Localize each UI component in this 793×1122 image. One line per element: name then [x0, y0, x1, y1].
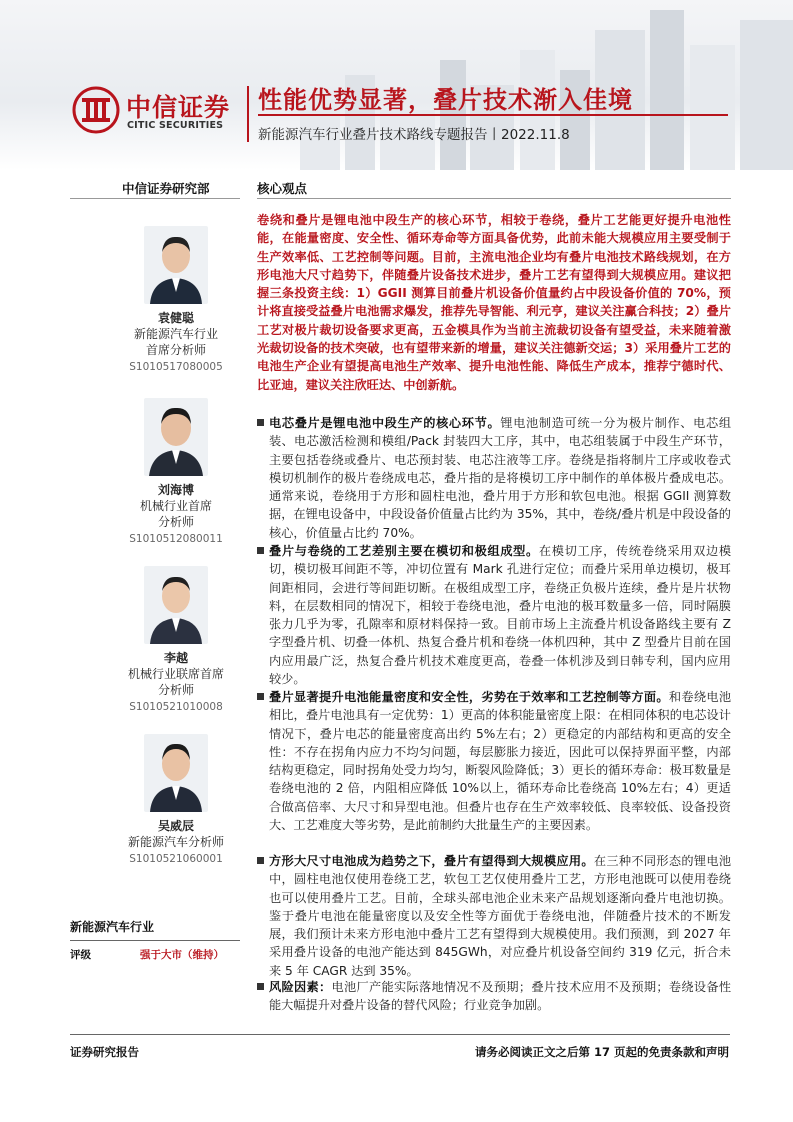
analyst-role: 新能源汽车行业	[133, 327, 218, 341]
core-views-heading: 核心观点	[257, 181, 308, 196]
analyst-photo	[144, 566, 208, 644]
key-point-lead: 方形大尺寸电池成为趋势之下，叠片有望得到大规模应用。	[269, 854, 594, 868]
risk-factors	[257, 978, 731, 1015]
analyst-role: 分析师	[157, 515, 194, 529]
analyst-card	[96, 566, 256, 716]
footer-disclaimer: 请务必阅读正文之后第 17 页起的免责条款和声明	[474, 1045, 729, 1059]
key-point-body: 在模切工序，传统卷绕采用双边模切，模切极耳间距不等，冲切位置有 Mark 孔进行定位；而叠片采用单边模切，极耳间距相同，会进行等间距切断。在极组成型工序，卷绕正负极片连续，叠片是片状物料，在层数相同的情况下，相较于卷绕电池，叠片电池的极耳数量多一倍，同时隔膜张力几乎为零，孔隙率和原材料保持一致。目前市场上主流叠片机设备路线主要有 Z 字型叠片机、切叠一体机、热复合叠片机和卷绕一体机四种，其中 Z 型叠片目前在国内应用最广泛，热复合叠片机技术难度更高，卷叠一体机涉及到日韩专利，国内应用较少。	[269, 544, 732, 687]
rating-label: 评级	[70, 949, 91, 961]
rating-value: 强于大市（维持）	[140, 949, 224, 961]
rating-row	[70, 947, 240, 962]
analyst-role: 分析师	[157, 683, 194, 697]
analyst-role: 新能源汽车分析师	[127, 835, 224, 849]
analyst-license-code: S1010521010008	[129, 701, 223, 713]
skyline-building	[740, 20, 793, 170]
report-subtitle: 新能源汽车行业叠片技术路线专题报告丨2022.11.8	[258, 127, 570, 143]
footer-rule	[70, 1034, 730, 1035]
analyst-card	[96, 226, 256, 376]
key-point	[257, 414, 731, 542]
analyst-photo	[144, 734, 208, 812]
analyst-name: 李越	[163, 651, 188, 665]
title-divider	[247, 86, 249, 142]
analyst-license-code: S1010521060001	[129, 853, 223, 865]
left-heading-rule	[70, 198, 240, 199]
key-point	[257, 542, 731, 688]
research-dept-heading: 中信证券研究部	[122, 181, 210, 196]
analyst-name: 吴威辰	[157, 819, 194, 833]
analyst-role: 首席分析师	[145, 343, 206, 357]
key-point-body: 在三种不同形态的锂电池中，圆柱电池仅使用卷绕工艺，软包工艺仅使用叠片工艺，方形电池既可以使用卷绕也可以使用叠片工艺。目前，全球头部电池企业未来产品规划逐渐向叠片电池切换。鉴于叠片电池在能量密度以及安全性等方面优于卷绕电池，伴随叠片技术的不断发展，我们预计未来方形电池中叠片工艺有望得到大规模使用。我们预测，到 2027 年采用叠片设备的电池产能达到 845GWh，对应叠片机设备空间约 319 亿元，折合未来 5 年 CAGR 达到 35%。	[269, 854, 732, 978]
analyst-name: 袁健聪	[157, 311, 194, 325]
key-point-lead: 电芯叠片是锂电池中段生产的核心环节。	[269, 416, 501, 430]
key-point-lead: 叠片显著提升电池能量密度和安全性，劣势在于效率和工艺控制等方面。	[269, 690, 669, 704]
analyst-license-code: S1010512080011	[129, 533, 223, 545]
citic-logo	[72, 82, 242, 140]
header-banner	[0, 0, 793, 170]
key-point-body: 和卷绕电池相比，叠片电池具有一定优势：1）更高的体积能量密度上限：在相同体积的电芯设计情况下，叠片电芯的能量密度高出约 5%左右；2）更稳定的内部结构和更高的安全性：不存在拐角内应力不均匀问题，每层膨胀力接近，因此可以保持界面平整，内部结构更稳定，同时拐角处受力均匀，断裂风险降低；3）更长的循环寿命：极耳数量是卷绕电池的 2 倍，内阻相应降低 10%以上，循环寿命比卷绕高 10%左右；4）更适合做高倍率、大尺寸和异型电池。但叠片也存在生产效率较低、良率较低、设备投资大、工艺难度大等劣势，是此前制约大批量生产的主要因素。	[269, 690, 732, 833]
sector-rating	[70, 918, 240, 962]
main-heading-rule	[257, 198, 731, 199]
analyst-card	[96, 398, 256, 548]
analyst-card	[96, 734, 256, 868]
risk-factors-lead: 风险因素：	[269, 980, 332, 994]
analyst-role: 机械行业联席首席	[127, 667, 224, 681]
key-point-body: 锂电池制造可统一分为极片制作、电芯组装、电芯激活检测和模组/Pack 封装四大工序，其中，电芯组装属于中段生产环节，主要包括卷绕或叠片、电芯预封装、电芯注液等工序。卷绕是指将制片工序或收卷式模切机制作的极片卷绕成电芯，叠片指的是将模切工序中制作的单体极片叠成电芯。通常来说，卷绕用于方形和圆柱电池，叠片用于方形和软包电池。根据 GGII 测算数据，在锂电设备中，中段设备价值量占比约为 35%，其中，卷绕/叠片机是中段设备的核心，价值量占比约 70%。	[269, 416, 732, 540]
key-point	[257, 688, 731, 834]
analyst-name: 刘海博	[157, 483, 194, 497]
risk-factors-body: 电池厂产能实际落地情况不及预期；叠片技术应用不及预期；卷绕设备性能大幅提升对叠片设备的替代风险；行业竞争加剧。	[269, 980, 732, 1013]
citic-logo-icon	[72, 86, 120, 134]
analyst-photo	[144, 398, 208, 476]
sector-title: 新能源汽车行业	[70, 920, 155, 934]
report-title: 性能优势显著，叠片技术渐入佳境	[258, 86, 633, 114]
skyline-building	[650, 10, 684, 170]
logo-text-cn: 中信证券	[126, 93, 231, 122]
title-underline	[258, 114, 728, 116]
key-point	[257, 852, 731, 980]
core-summary: 卷绕和叠片是锂电池中段生产的核心环节，相较于卷绕，叠片工艺能更好提升电池性能，在能量密度、安全性、循环寿命等方面具备优势，此前未能大规模应用主要受制于生产效率低、工艺控制等问题。目前，主流电池企业均有叠片电池技术路线规划，在方形电池大尺寸趋势下，伴随叠片设备技术进步，叠片工艺有望得到大规模应用。建议把握三条投资主线：1）GGII 测算目前叠片机设备价值量约占中段设备价值的 70%，预计将直接受益叠片电池需求爆发，推荐先导智能、利元亨，建议关注赢合科技；2）叠片工艺对极片裁切设备要求更高，五金模具作为当前主流裁切设备有望受益，未来随着激光裁切设备的技术突破，也有望带来新的增量，建议关注德新交运；3）采用叠片工艺的电池生产企业有望提高电池生产效率、提升电池性能、降低生产成本，推荐宁德时代、比亚迪，建议关注欣旺达、中创新航。	[257, 213, 731, 392]
analyst-role: 机械行业首席	[139, 499, 212, 513]
logo-text-en: CITIC SECURITIES	[127, 120, 224, 131]
skyline-building	[690, 45, 735, 170]
key-point-lead: 叠片与卷绕的工艺差别主要在模切和极组成型。	[269, 544, 539, 558]
sector-rule	[70, 940, 240, 941]
analyst-photo	[144, 226, 208, 304]
analyst-license-code: S1010517080005	[129, 361, 223, 373]
footer-report-type: 证券研究报告	[70, 1045, 139, 1059]
